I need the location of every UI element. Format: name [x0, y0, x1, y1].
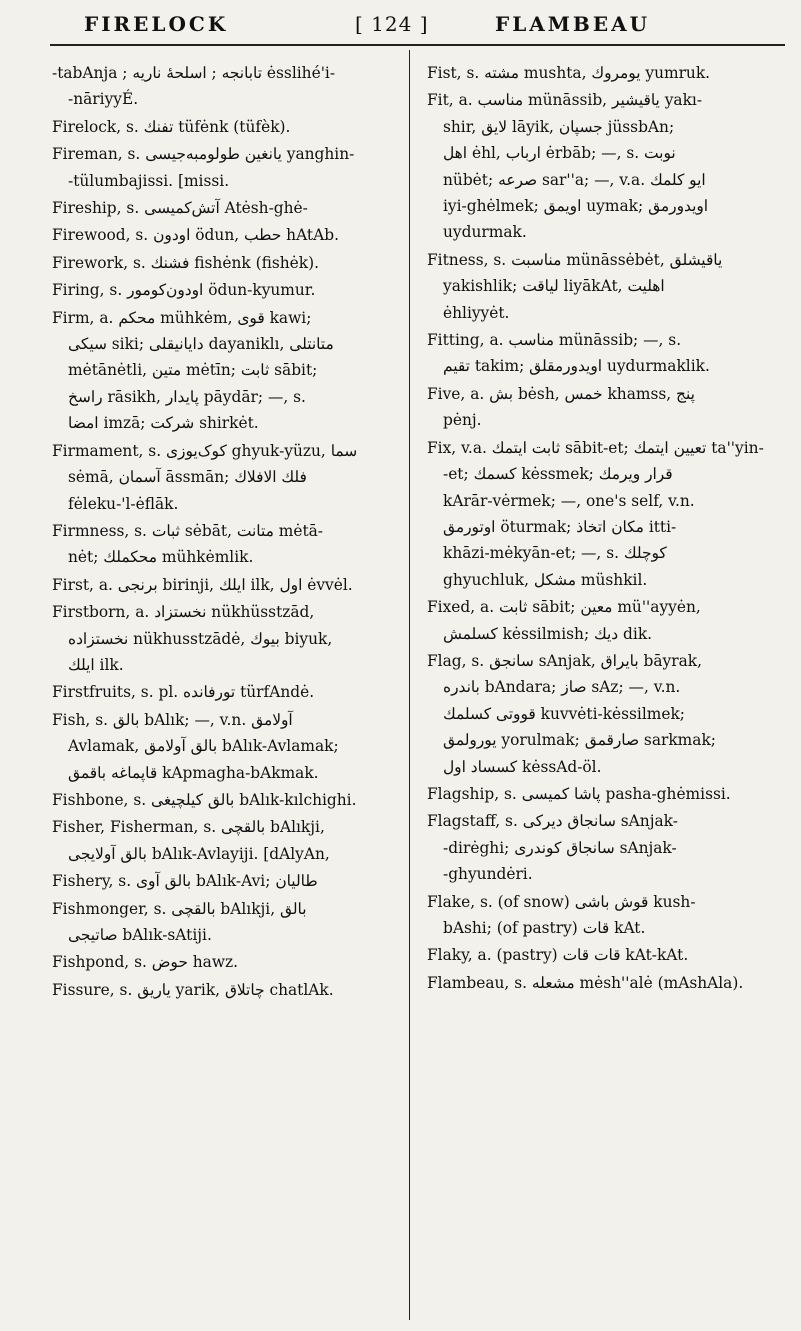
entry-line: Fist, s. مشته mushta, یومروك yumruk.: [427, 64, 711, 82]
entry-line: Fishery, s. بالق آوی bAlık-Avi; طالیان: [52, 872, 318, 891]
entry-line: سیکی siki; دایانیقلی dayaniklı, متانتلی: [68, 335, 334, 354]
entry-line: Firing, s. اودون‌کومور ödun-kyumur.: [52, 281, 316, 300]
entry-line: sėmā, آسمان āssmān; فلك الافلاك: [68, 468, 307, 487]
entry-line: First, a. برنجی birinji, ایلك ilk, اول ėvvėl.: [52, 575, 353, 594]
entry-line: قووتی کسلمك kuvvėti-kėssilmek;: [443, 704, 685, 723]
entry-line: قاپماغه باقمق kApmagha-bAkmak.: [68, 763, 319, 782]
dictionary-entry: [427, 889, 777, 942]
dictionary-entry: [427, 970, 777, 996]
entry-line: nėt; محکملك mühkėmlik.: [68, 548, 254, 567]
entry-line: uydurmak.: [443, 223, 527, 242]
entry-line: Flake, s. (of snow) قوش باشی kush-: [427, 892, 696, 911]
dictionary-entry: [427, 87, 777, 245]
dictionary-entry: [52, 572, 402, 598]
entry-line: -et; کسمك kėssmek; قرار ویرمك: [443, 465, 673, 484]
dictionary-entry: [52, 896, 402, 949]
dictionary-entry: [52, 114, 402, 140]
entry-line: yakishlik; لیاقت liyākAt, اهلیت: [443, 277, 665, 296]
dictionary-entry: [427, 808, 777, 887]
entry-line: pėnj.: [443, 411, 482, 430]
entry-line: راسخ rāsikh, پایدار pāydār; —, s.: [68, 387, 306, 406]
entry-line: نخستزاده nükhusstzādė, بیوك biyuk,: [68, 629, 333, 648]
entry-line: ėhliyyėt.: [443, 303, 510, 322]
dictionary-entry: [52, 60, 402, 113]
entry-line: اهل ėhl, ارباب ėrbāb; —, s. نوبت: [443, 144, 676, 163]
entry-line: تقیم takim; اویدورمقلق uydurmaklik.: [443, 357, 710, 376]
entry-line: -dirėghi; سانجاق کوندری sAnjak-: [443, 838, 677, 857]
running-head-left: FIRELOCK: [84, 12, 229, 36]
dictionary-entry: [52, 707, 402, 786]
entry-line: Firstfruits, s. pl. تورفانده türfAndė.: [52, 683, 315, 702]
entry-line: Flambeau, s. مشعله mėsh''alė (mAshAla).: [427, 973, 744, 992]
entry-line: یورولمق yorulmak; صارقمق sarkmak;: [443, 731, 716, 750]
running-head-right: FLAMBEAU: [495, 12, 651, 36]
entry-line: کسلمش kėssilmish; دیك dik.: [443, 624, 653, 643]
page-number: [ 124 ]: [355, 12, 429, 36]
entry-line: -tülumbajissi. [missi.: [68, 171, 230, 190]
entry-line: Avlamak, بالق آولامق bAlık-Avlamak;: [68, 737, 339, 756]
column-divider: [409, 50, 410, 1320]
entry-line: صاتیجی bAlık-sAtiji.: [68, 926, 212, 944]
entry-line: Flagship, s. پاشا کمیسی pasha-ghėmissi.: [427, 784, 731, 803]
dictionary-entry: [52, 195, 402, 221]
dictionary-entry: [427, 648, 777, 780]
entry-line: kArār-vėrmek; —, one's self, v.n.: [443, 491, 695, 510]
entry-line: Firewood, s. اودون ödun, حطب hAtAb.: [52, 226, 339, 245]
entry-line: -nāriyyÉ.: [68, 90, 139, 109]
dictionary-entry: [427, 594, 777, 647]
entry-line: khāzi-mėkyān-et; —, s. کوچلك: [443, 544, 667, 563]
entry-line: -ghyundėri.: [443, 865, 533, 884]
entry-line: ghyuchluk, مشکل müshkil.: [443, 570, 648, 589]
entry-line: Firmament, s. کوک‌یوزی ghyuk-yüzu, سما: [52, 441, 358, 460]
entry-line: Flaky, a. (pastry) قات قات kAt-kAt.: [427, 946, 689, 965]
dictionary-entry: [52, 814, 402, 867]
left-column: [52, 60, 402, 1004]
entry-line: بالق آولایجی bAlık-Avlayiji. [dAlyAn,: [68, 844, 330, 863]
entry-line: nübėt; صرعه sar''a; —, v.a. ایو کلمك: [443, 170, 706, 189]
dictionary-entry: [427, 381, 777, 434]
entry-line: iyi-ghėlmek; اویمق uymak; اویدورمق: [443, 197, 709, 216]
dictionary-entry: [52, 222, 402, 248]
dictionary-entry: [52, 305, 402, 437]
dictionary-entry: [427, 942, 777, 968]
dictionary-entry: [52, 679, 402, 705]
entry-line: Fissure, s. یاریق yarik, چاتلاق chatlAk.: [52, 980, 334, 999]
header-rule: [50, 44, 785, 46]
dictionary-entry: [427, 247, 777, 326]
dictionary-entry: [52, 250, 402, 276]
entry-line: Fisher, Fisherman, s. بالقچی bAlıkji,: [52, 818, 325, 837]
dictionary-entry: [427, 327, 777, 380]
dictionary-entry: [427, 435, 777, 593]
entry-line: Fish, s. بالق bAlık; —, v.n. آولامق: [52, 710, 293, 729]
dictionary-entry: [52, 599, 402, 678]
entry-line: Fit, a. مناسب münāssib, یاقیشیر yakı-: [427, 91, 703, 110]
entry-line: -tabAnja ; تابانجه ; ‌اسلحه‌ٔ ناریه ėsslihé'i-: [52, 64, 336, 82]
right-column: [427, 60, 777, 997]
entry-line: کسساد اول kėssAd-öl.: [443, 757, 602, 776]
dictionary-entry: [52, 977, 402, 1003]
entry-line: اوتورمق öturmak; مکان اتخاذ itti-: [443, 517, 677, 536]
entry-line: Fishbone, s. بالق کیلچیغی bAlık-kılchighi.: [52, 790, 357, 809]
entry-line: Fitting, a. مناسب münāssib; —, s.: [427, 331, 682, 350]
entry-line: ایلك ilk.: [68, 655, 124, 674]
dictionary-entry: [52, 949, 402, 975]
entry-line: Fixed, a. ثابت sābit; معین mü''ayyėn,: [427, 598, 701, 617]
entry-line: Fishmonger, s. بالقچی bAlıkji, بالق: [52, 899, 307, 918]
dictionary-entry: [52, 438, 402, 517]
entry-line: Fix, v.a. ثابت ایتمك sābit-et; تعیین ایتمك ta''yin-: [427, 438, 764, 457]
entry-line: Fireship, s. آتش‌کمیسی Atėsh-ghė-: [52, 199, 308, 218]
entry-line: Firmness, s. ثبات sėbāt, متانت mėtā-: [52, 521, 323, 540]
dictionary-entry: [52, 277, 402, 303]
entry-line: fėleku-'l-ėflāk.: [68, 494, 179, 513]
entry-line: Fitness, s. مناسبت münāssėbėt, یاقیشلق: [427, 250, 723, 269]
page-header: [0, 0, 801, 56]
entry-line: Fireman, s. يانغين طولومبه‌جیسی yanghin-: [52, 145, 355, 164]
entry-line: امضا imzā; شرکت shirkėt.: [68, 414, 259, 433]
dictionary-entry: [427, 781, 777, 807]
entry-line: Firelock, s. تفنك tüfėnk (tüfèk).: [52, 117, 291, 136]
entry-line: bAshi; (of pastry) قات kAt.: [443, 919, 646, 937]
entry-line: Fishpond, s. حوض hawz.: [52, 953, 238, 972]
entry-line: shir, لایق lāyik, جسپان jüssbAn;: [443, 117, 675, 136]
entry-line: mėtānėtli, متین mėtīn; ثابت sābit;: [68, 361, 318, 380]
entry-line: Firstborn, a. نخستزاد nükhüsstzād,: [52, 603, 315, 622]
entry-line: Firm, a. محکم mühkėm, قوی kawi;: [52, 308, 312, 327]
entry-line: Five, a. بش bėsh, خمس khamss, پنج: [427, 384, 695, 403]
entry-line: Flagstaff, s. سانجاق دیرکی sAnjak-: [427, 812, 678, 831]
entry-line: Firework, s. فشنك fishėnk (fishėk).: [52, 253, 319, 272]
dictionary-entry: [52, 868, 402, 894]
dictionary-entry: [52, 518, 402, 571]
entry-line: باندره bAndara; صاز sAz; —, v.n.: [443, 678, 681, 697]
entry-line: Flag, s. سانجق sAnjak, بایراق bāyrak,: [427, 651, 702, 670]
dictionary-entry: [52, 787, 402, 813]
dictionary-entry: [427, 60, 777, 86]
dictionary-entry: [52, 141, 402, 194]
